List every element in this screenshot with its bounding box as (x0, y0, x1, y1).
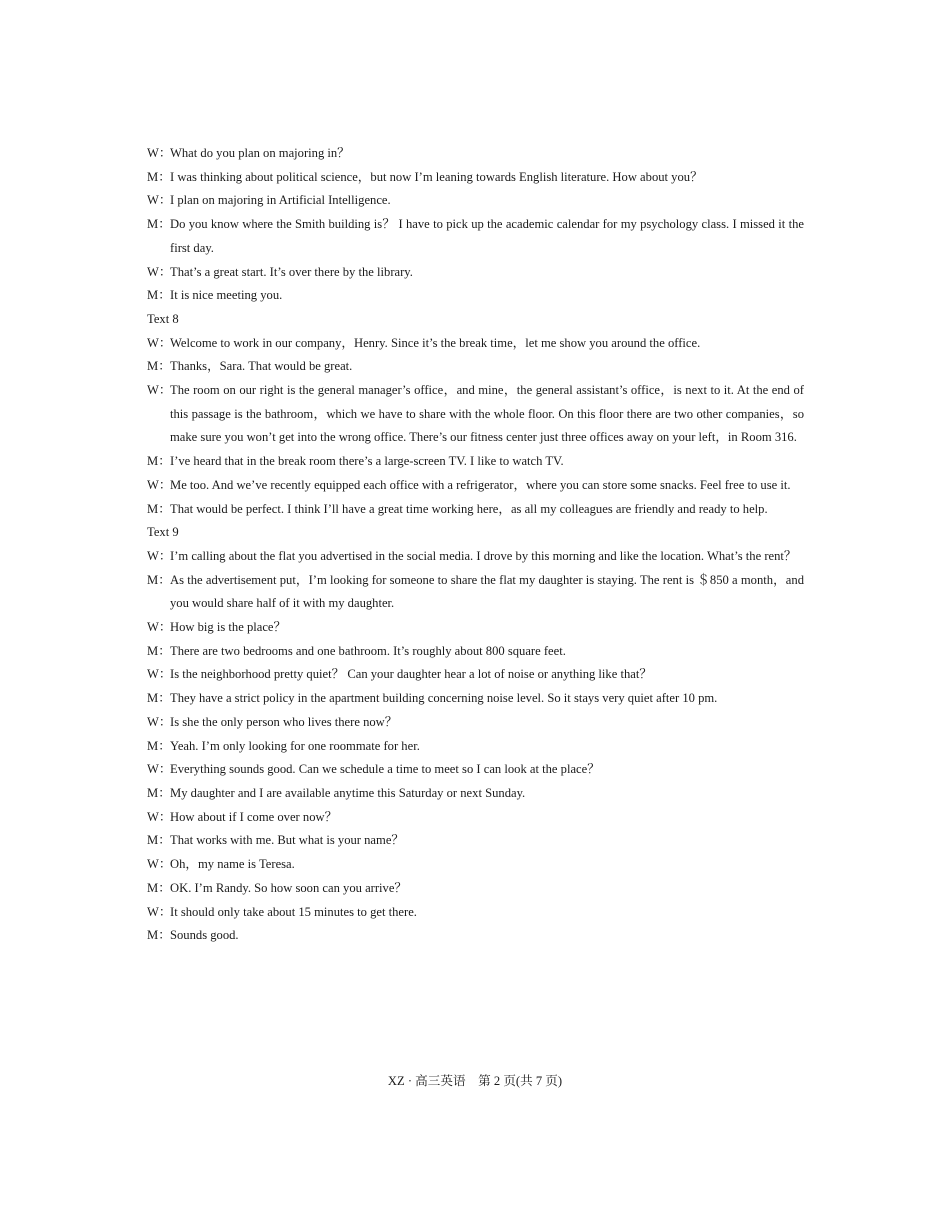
utterance-text: Sounds good. (170, 928, 239, 943)
speaker-label: W： (147, 762, 172, 777)
speaker-label: M： (147, 217, 171, 232)
dialogue-line (147, 450, 804, 474)
speaker-label: W： (147, 383, 172, 398)
speaker-label: M： (147, 833, 171, 848)
dialogue-line (147, 261, 804, 285)
speaker-label: W： (147, 193, 172, 208)
utterance-text: That works with me. But what is your name？ (170, 833, 404, 848)
speaker-label: M： (147, 359, 171, 374)
dialogue-line (147, 663, 804, 687)
dialogue-line (147, 545, 804, 569)
utterance-text: Do you know where the Smith building is？ I have to pick up the academic calendar for my psychology class. I missed it the first day. (170, 217, 804, 255)
speaker-label: W： (147, 714, 172, 729)
utterance-text: Welcome to work in our company，Henry. Since it’s the break time，let me show you around the office. (170, 335, 701, 350)
utterance-text: I plan on majoring in Artificial Intelligence. (170, 193, 391, 208)
utterance-text: That’s a great start. It’s over there by the library. (170, 264, 413, 279)
speaker-label: W： (147, 857, 172, 872)
speaker-label: M： (147, 880, 171, 895)
dialogue-line (147, 355, 804, 379)
dialogue-line (147, 142, 804, 166)
utterance-text: It should only take about 15 minutes to get there. (170, 904, 417, 919)
speaker-label: W： (147, 146, 172, 160)
dialogue-line (147, 616, 804, 640)
dialogue-line (147, 284, 804, 308)
dialogue-line (147, 924, 804, 948)
speaker-label: M： (147, 288, 171, 303)
section-heading: Text 8 (147, 311, 179, 326)
dialogue-line (147, 711, 804, 735)
dialogue-line (147, 474, 804, 498)
dialogue-line (147, 189, 804, 213)
dialogue-line (147, 853, 804, 877)
utterance-text: OK. I’m Randy. So how soon can you arrive？ (170, 880, 408, 895)
speaker-label: W： (147, 620, 172, 635)
utterance-text: Is she the only person who lives there now？ (170, 714, 398, 729)
utterance-text: As the advertisement put，I’m looking for someone to share the flat my daughter is staying. The rent is ＄850 a month，and you would share half of it with my daughter. (170, 572, 804, 611)
dialogue-line (147, 901, 804, 925)
utterance-text: There are two bedrooms and one bathroom. It’s roughly about 800 square feet. (170, 643, 566, 658)
dialogue-line (147, 332, 804, 356)
utterance-text: Everything sounds good. Can we schedule a time to meet so I can look at the place？ (170, 762, 600, 777)
utterance-text: Oh，my name is Teresa. (170, 857, 295, 872)
speaker-label: W： (147, 548, 172, 563)
dialogue-line (147, 758, 804, 782)
utterance-text: That would be perfect. I think I’ll have a great time working here，as all my colleagues are friendly and ready to help. (170, 501, 768, 516)
speaker-label: M： (147, 501, 171, 516)
utterance-text: Me too. And we’ve recently equipped each office with a refrigerator，where you can store some snacks. Feel free to use it. (170, 477, 791, 492)
utterance-text: What do you plan on majoring in？ (170, 146, 350, 160)
speaker-label: M： (147, 738, 171, 753)
dialogue-line (147, 166, 804, 190)
speaker-label: W： (147, 667, 172, 682)
utterance-text: The room on our right is the general manager’s office，and mine，the general assistant’s office，is next to it. At the end of this passage is the bathroom，which we have to share with the whole floor. On this floor there are two other companies，so make sure you won’t get into the wrong office. There’s our fitness center just three offices away on your left，in Room 316. (170, 383, 804, 445)
dialogue-line (147, 687, 804, 711)
speaker-label: M： (147, 691, 171, 706)
speaker-label: M： (147, 643, 171, 658)
speaker-label: M： (147, 454, 171, 469)
utterance-text: I’ve heard that in the break room there’s a large-screen TV. I like to watch TV. (170, 454, 564, 469)
section-heading: Text 9 (147, 525, 179, 540)
dialogue-line (147, 877, 804, 901)
utterance-text: Thanks，Sara. That would be great. (170, 359, 353, 374)
speaker-label: W： (147, 904, 172, 919)
utterance-text: I’m calling about the flat you advertised in the social media. I drove by this morning and like the location. What’s the rent？ (170, 548, 797, 563)
dialogue-line (147, 782, 804, 806)
page-footer: XZ · 高三英语 第 2 页(共 7 页) (387, 1074, 563, 1088)
dialogue-line (147, 640, 804, 664)
speaker-label: W： (147, 335, 172, 350)
utterance-text: My daughter and I are available anytime this Saturday or next Sunday. (170, 785, 526, 800)
utterance-text: How about if I come over now？ (170, 809, 338, 824)
dialogue-line (147, 569, 804, 616)
speaker-label: W： (147, 809, 172, 824)
speaker-label: M： (147, 169, 171, 184)
utterance-text: How big is the place？ (170, 620, 287, 635)
speaker-label: M： (147, 928, 171, 943)
listening-transcript (147, 142, 804, 948)
dialogue-line (147, 379, 804, 450)
speaker-label: M： (147, 785, 171, 800)
dialogue-line (147, 806, 804, 830)
utterance-text: Is the neighborhood pretty quiet？ Can your daughter hear a lot of noise or anything like that？ (170, 667, 652, 682)
speaker-label: W： (147, 264, 172, 279)
utterance-text: They have a strict policy in the apartment building concerning noise level. So it stays very quiet after 10 pm. (170, 691, 718, 706)
utterance-text: Yeah. I’m only looking for one roommate for her. (170, 738, 420, 753)
dialogue-line (147, 735, 804, 759)
dialogue-line (147, 498, 804, 522)
dialogue-line (147, 213, 804, 260)
utterance-text: It is nice meeting you. (170, 288, 283, 303)
dialogue-line (147, 829, 804, 853)
speaker-label: W： (147, 477, 172, 492)
utterance-text: I was thinking about political science，but now I’m leaning towards English literature. How about you？ (170, 169, 703, 184)
speaker-label: M： (147, 572, 171, 587)
